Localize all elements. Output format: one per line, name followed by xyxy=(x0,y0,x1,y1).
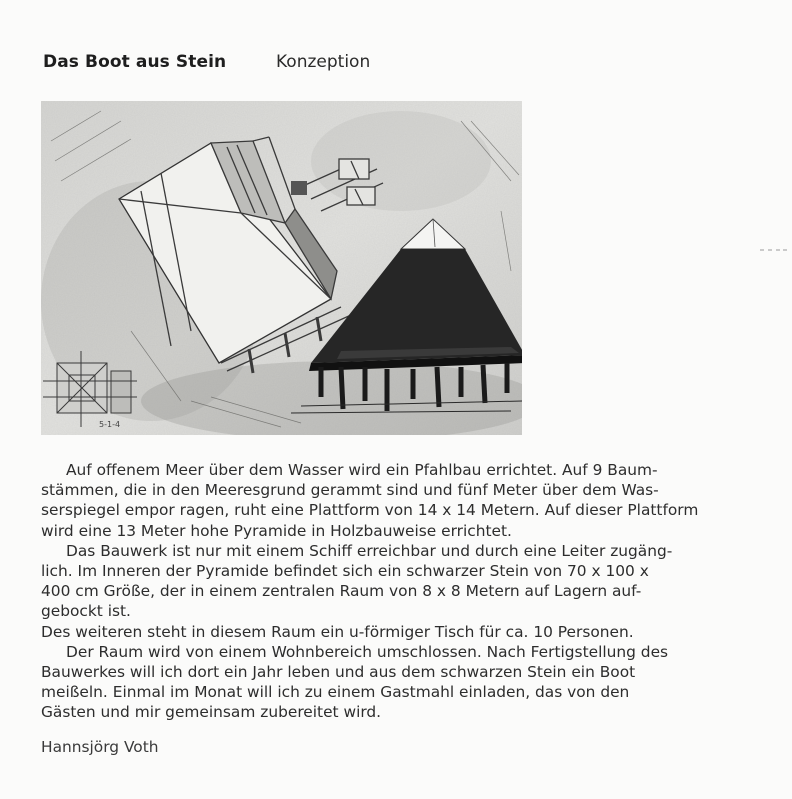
author-name: Hannsjörg Voth xyxy=(41,738,159,756)
article-title: Das Boot aus Stein xyxy=(43,52,227,72)
article-body xyxy=(41,460,699,723)
body-line: gebockt ist. xyxy=(41,602,131,621)
body-line: Auf offenem Meer über dem Wasser wird ein Pfahlbau errichtet. Auf 9 Baum- xyxy=(66,461,658,479)
body-line: Des weiteren steht in diesem Raum ein u-förmiger Tisch für ca. 10 Personen. xyxy=(41,622,634,641)
body-line: Das Bauwerk ist nur mit einem Schiff erreichbar und durch eine Leiter zugäng- xyxy=(66,541,673,560)
scan-artifact-mark xyxy=(760,238,788,257)
sketch-annotation: 5-1-4 xyxy=(99,420,121,429)
body-line: stämmen, die in den Meeresgrund gerammt sind und fünf Meter über dem Was- xyxy=(41,481,659,500)
body-line: Der Raum wird von einem Wohnbereich umschlossen. Nach Fertigstellung des xyxy=(66,642,669,661)
body-line: meißeln. Einmal im Monat will ich zu einem Gastmahl einladen, das von den xyxy=(41,683,630,702)
article-subtitle: Konzeption xyxy=(276,52,371,72)
body-line: lich. Im Inneren der Pyramide befindet sich ein schwarzer Stein von 70 x 100 x xyxy=(41,562,649,581)
body-line: serspiegel empor ragen, ruht eine Plattform von 14 x 14 Metern. Auf dieser Plattform xyxy=(41,501,699,520)
body-line: 400 cm Größe, der in einem zentralen Raum von 8 x 8 Metern auf Lagern auf- xyxy=(41,582,642,601)
body-line: Bauwerkes will ich dort ein Jahr leben und aus dem schwarzen Stein ein Boot xyxy=(41,663,636,682)
body-line: wird eine 13 Meter hohe Pyramide in Holzbauweise errichtet. xyxy=(41,521,512,540)
body-line: Gästen und mir gemeinsam zubereitet wird. xyxy=(41,703,382,722)
sketch-illustration xyxy=(41,101,522,435)
